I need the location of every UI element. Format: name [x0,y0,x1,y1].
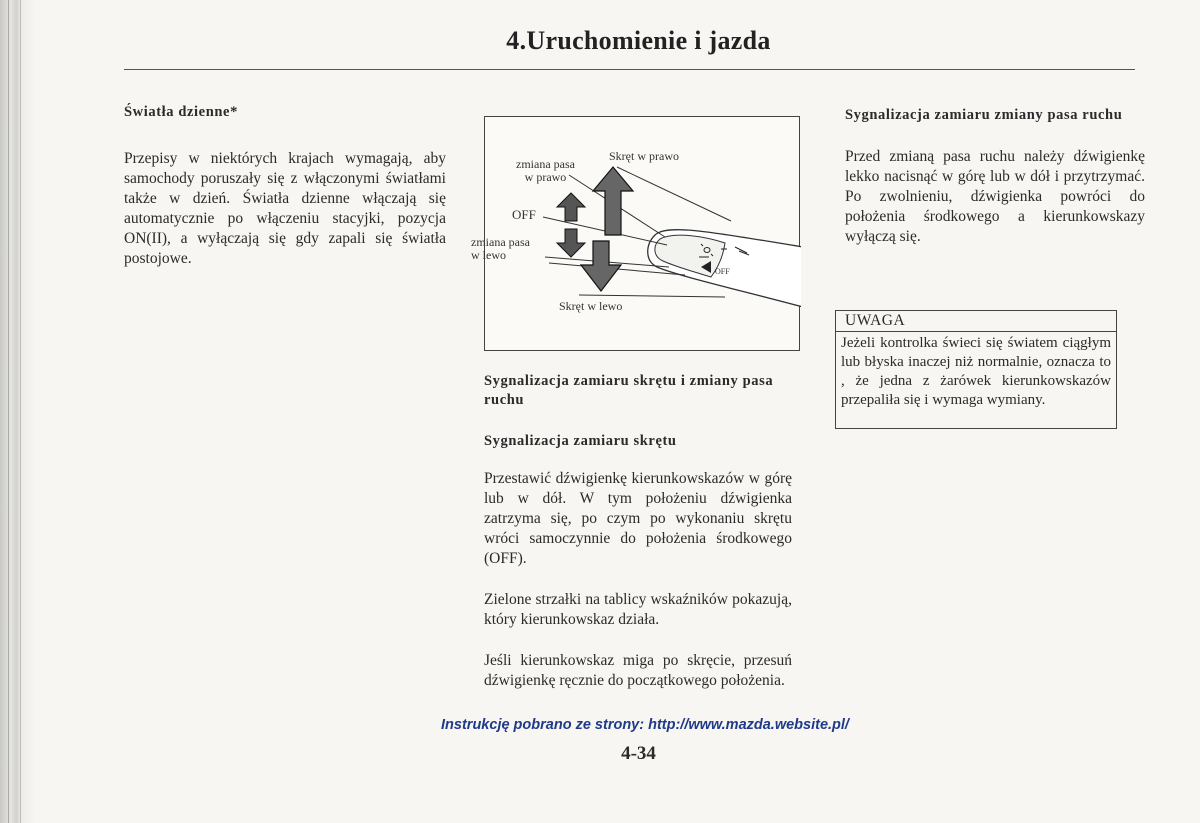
turn-signal-lever-diagram [471,116,800,351]
source-link[interactable]: Instrukcję pobrano ze strony: http://www.mazda.website.pl/ [441,717,849,733]
lane-change-text: Przed zmianą pasa ruchu należy dźwigienkę lekko nacisnąć w górę lub w dół i przytrzymać. Po zwolnieniu, dźwigienka powróci do położenia środkowego a kierunkowskazy wyłączą się. [845,148,1145,245]
turn-signal-section [484,372,792,712]
daytime-lights-text: Przepisy w niektórych krajach wymagają, aby samochody poruszały się z włączonymi światłami także w dzień. Światła dzienne włączają się automatycznie po włączeniu stacyjki, pozycja ON(II), a wyłączają się gdy zapali się światła postojowe. [124,150,446,267]
page-number: 4-34 [621,743,656,764]
warning-title: UWAGA [836,311,1116,332]
daytime-lights-heading: Światła dzienne* [124,104,238,120]
page-title: 4.Uruchomienie i jazda [506,26,771,55]
book-binding [0,0,36,823]
label-lane-change-right: zmiana pasa w prawo [516,157,575,184]
turn-signal-paragraph-3: Jeśli kierunkowskaz miga po skręcie, przesuń dźwigienkę ręcznie do początkowego położenia. [484,652,792,689]
turn-signal-subheading: Sygnalizacja zamiaru skrętu [484,433,677,449]
title-divider [124,69,1135,70]
label-turn-right: Skręt w prawo [609,149,679,163]
turn-and-lane-heading: Sygnalizacja zamiaru skrętu i zmiany pasa ruchu [484,373,774,408]
turn-signal-paragraph-1: Przestawić dźwigienkę kierunkowskazów w górę lub w dół. W tym położeniu dźwigienka zatrzyma się, po czym po wykonaniu skrętu wróci samoczynnie do położenia środkowego (OFF). [484,470,792,567]
lane-change-section [845,106,1145,247]
label-off: OFF [512,207,536,222]
warning-text: Jeżeli kontrolka świeci się światem ciągłym lub błyska inaczej niż normalnie, oznacza to , że jedna z żarówek kierunkowskazów przepaliła się i wymaga wymiany. [841,335,1111,408]
turn-signal-paragraph-2: Zielone strzałki na tablicy wskaźników pokazują, który kierunkowskaz działa. [484,591,792,628]
label-turn-left: Skręt w lewo [559,299,623,313]
warning-box [835,310,1117,429]
label-lane-change-left: zmiana pasa w lewo [471,235,530,262]
lane-change-heading: Sygnalizacja zamiaru zmiany pasa ruchu [845,107,1123,123]
daytime-lights-section [124,103,446,269]
lever-off-marking: OFF [715,267,730,276]
